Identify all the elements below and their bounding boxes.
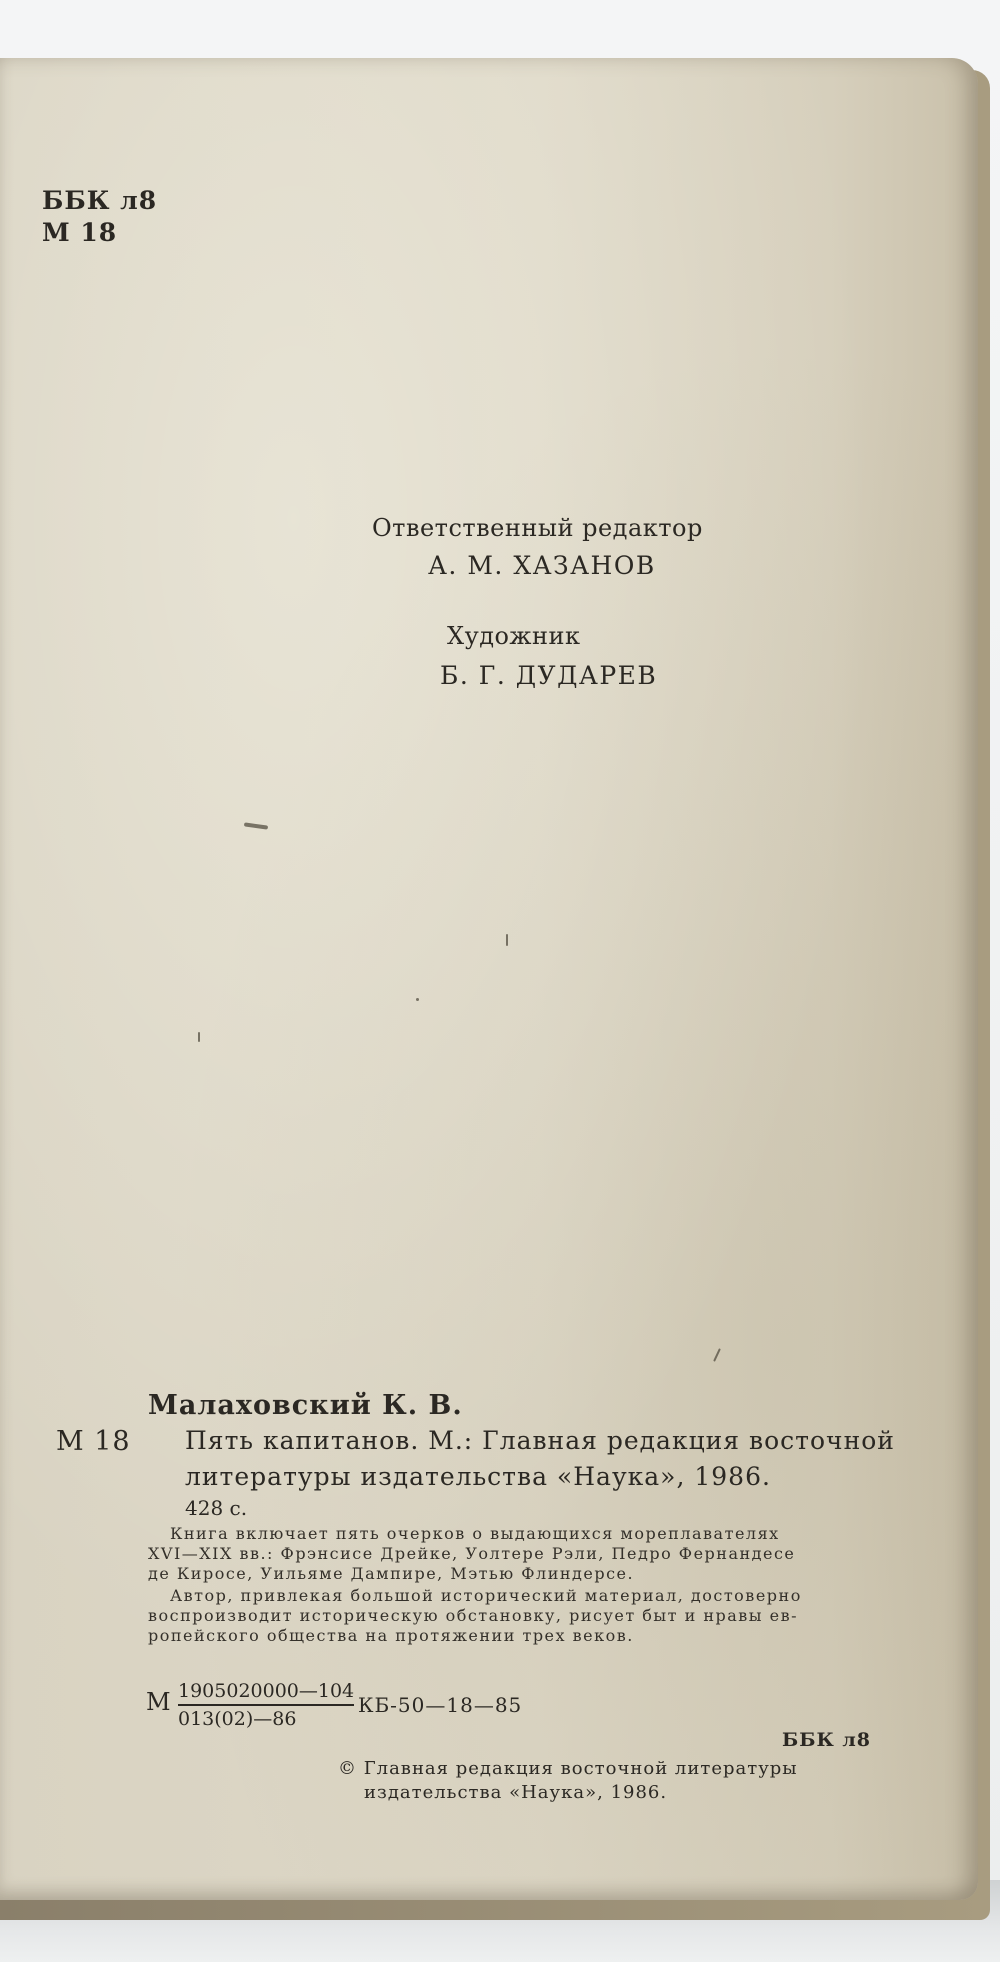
catalog-code-letter: М (146, 1688, 171, 1716)
author-index: М 18 (42, 218, 118, 247)
artist-role: Художник (447, 622, 581, 650)
annotation-line: Автор, привлекая большой исторический материал, достоверно (170, 1586, 802, 1605)
annotation-line: ропейского общества на протяжении трех веков. (148, 1626, 634, 1645)
paper-speck (416, 998, 419, 1001)
card-title-line: Пять капитанов. М.: Главная редакция восточной (185, 1426, 895, 1455)
catalog-code-suffix: КБ-50—18—85 (358, 1693, 523, 1717)
book-page (0, 58, 978, 1900)
artist-name: Б. Г. ДУДАРЕВ (440, 661, 658, 690)
paper-speck (713, 1348, 721, 1362)
annotation-line: де Киросе, Уильяме Дампире, Мэтью Флиндерсе. (148, 1564, 635, 1583)
paper-speck (244, 822, 268, 829)
annotation-line: Книга включает пять очерков о выдающихся мореплавателях (170, 1524, 780, 1543)
annotation-line: воспроизводит историческую обстановку, рисует быт и нравы ев- (148, 1606, 798, 1625)
annotation-line: XVI—XIX вв.: Фрэнсисе Дрейке, Уолтере Рэли, Педро Фернандесе (148, 1544, 796, 1563)
card-index: М 18 (56, 1426, 131, 1457)
card-author: Малаховский К. В. (148, 1390, 463, 1421)
catalog-code-numerator: 1905020000—104 (178, 1682, 354, 1706)
catalog-code-fraction (178, 1682, 354, 1729)
paper-speck (506, 934, 508, 946)
card-page-count: 428 с. (185, 1496, 248, 1520)
paper-speck (198, 1032, 200, 1042)
copyright-line: издательства «Наука», 1986. (364, 1782, 668, 1803)
copyright-line: © Главная редакция восточной литературы (338, 1758, 798, 1779)
editor-name: А. М. ХАЗАНОВ (428, 551, 656, 580)
editor-role: Ответственный редактор (372, 514, 703, 542)
bbk-code: ББК л8 (42, 186, 158, 215)
card-title-line: литературы издательства «Наука», 1986. (185, 1462, 771, 1491)
card-bbk-code: ББК л8 (782, 1729, 871, 1751)
catalog-code-denominator: 013(02)—86 (178, 1708, 297, 1730)
